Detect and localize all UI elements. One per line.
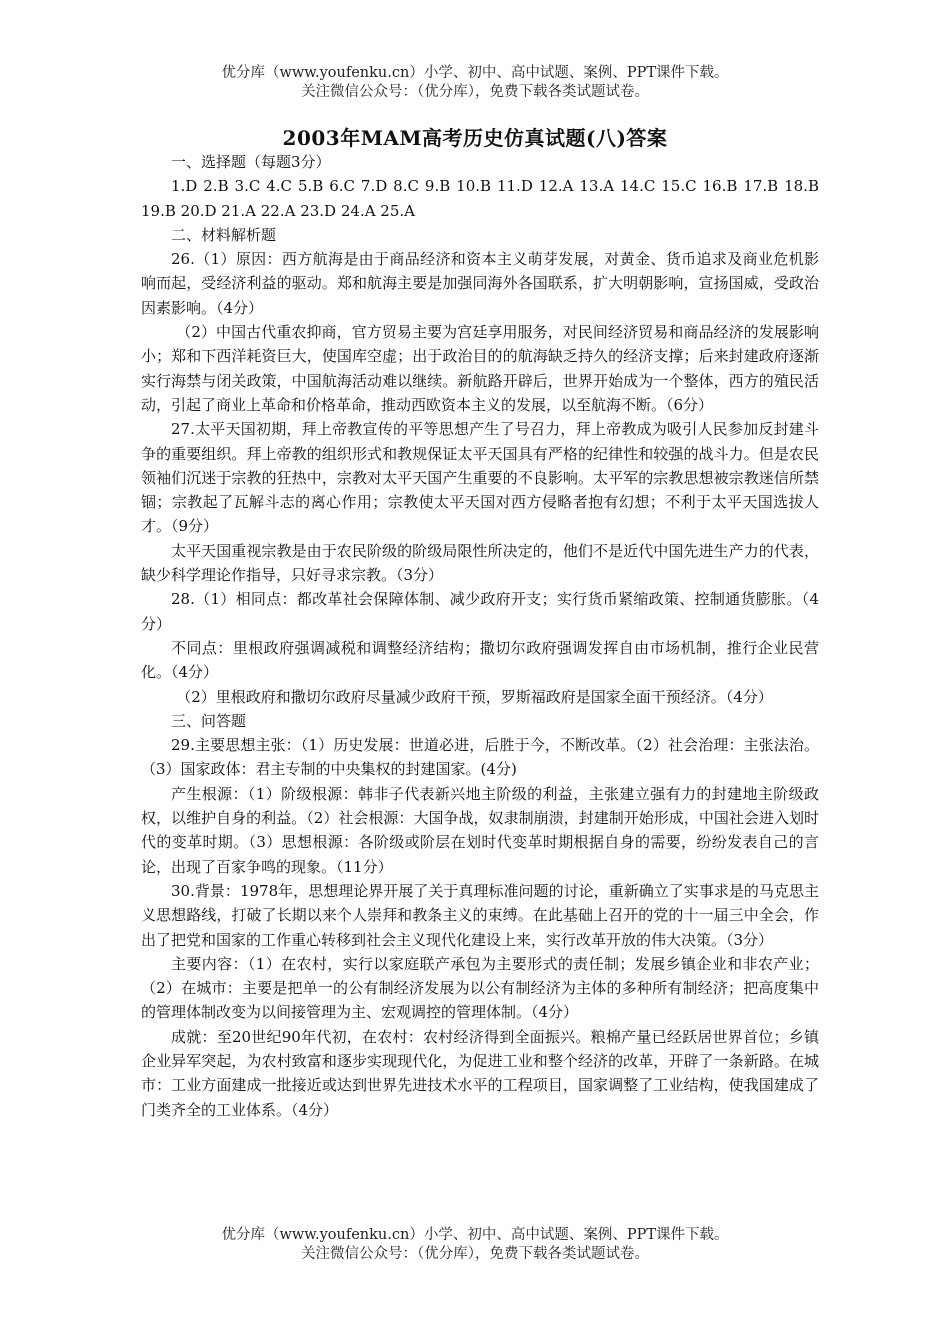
header-banner-line-2: 关注微信公众号：（优分库），免费下载各类试题试卷。 xyxy=(301,84,649,100)
answer-27-part-1: 27.太平天国初期，拜上帝教宣传的平等思想产生了号召力，拜上帝教成为吸引人民参加反封建斗争的重要组织。拜上帝教的组织形式和教规保证太平天国具有严格的纪律性和较强的战斗力。但是农民领袖们沉迷于宗教的狂热中，宗教对太平天国产生重要的不良影响。太平军的宗教思想被宗教迷信所禁锢；宗教起了瓦解斗志的离心作用；宗教使太平天国对西方侵略者抱有幻想；不利于太平天国选拔人才。（9分） xyxy=(141,420,819,536)
answer-29-ideas: 29.主要思想主张：（1）历史发展：世道必进，后胜于今，不断改革。（2）社会治理：主张法治。（3）国家政体：君主专制的中央集权的封建国家。(4分) xyxy=(141,736,819,779)
answer-30-content: 主要内容：（1）在农村，实行以家庭联产承包为主要形式的责任制；发展乡镇企业和非农产业；（2）在城市：主要是把单一的公有制经济发展为以公有制经济为主体的多种所有制经济；把高度集中的管理体制改变为以间接管理为主、宏观调控的管理体制。（4分） xyxy=(141,954,819,1022)
document-title: 2003年MAM高考历史仿真试题(八)答案 xyxy=(282,126,668,150)
footer-banner xyxy=(0,1226,950,1264)
choice-answers: 1.D 2.B 3.C 4.C 5.B 6.C 7.D 8.C 9.B 10.B 11.D 12.A 13.A 14.C 15.C 16.B 17.B 18.B 19.B 20.D 21.A 22.A 23.D 24.A 25.A xyxy=(141,177,819,220)
section-heading-material: 二、材料解析题 xyxy=(171,225,277,244)
answer-30-background: 30.背景：1978年，思想理论界开展了关于真理标准问题的讨论，重新确立了实事求是的马克思主义思想路线，打破了长期以来个人崇拜和教条主义的束缚。在此基础上召开的党的十一届三中全会，作出了把党和国家的工作重心转移到社会主义现代化建设上来，实行改革开放的伟大决策。（3分） xyxy=(141,881,819,949)
answer-30-achievements: 成就：至20世纪90年代初，在农村：农村经济得到全面振兴。粮棉产量已经跃居世界首位；乡镇企业异军突起，为农村致富和逐步实现现代化，为促进工业和整个经济的改革，开辟了一条新路。在城市：工业方面建成一批接近或达到世界先进技术水平的工程项目，国家调整了工业结构，使我国建成了门类齐全的工业体系。（4分） xyxy=(141,1027,819,1119)
answer-29-roots: 产生根源：（1）阶级根源：韩非子代表新兴地主阶级的利益，主张建立强有力的封建地主阶级政权，以维护自身的利益。（2）社会根源：大国争战，奴隶制崩溃，封建制开始形成，中国社会进入划时代的变革时期。（3）思想根源：各阶级或阶层在划时代变革时期根据自身的需要，纷纷发表自己的言论，出现了百家争鸣的现象。（11分） xyxy=(141,784,819,876)
answer-27-part-2: 太平天国重视宗教是由于农民阶级的阶级局限性所决定的，他们不是近代中国先进生产力的代表，缺少科学理论作指导，只好寻求宗教。（3分） xyxy=(141,541,819,585)
answer-28-part-2: （2）里根政府和撒切尔政府尽量减少政府干预，罗斯福政府是国家全面干预经济。（4分） xyxy=(176,687,773,706)
header-banner xyxy=(0,64,950,102)
section-heading-choice: 一、选择题（每题3分） xyxy=(171,153,331,171)
answer-28-similarities: 28.（1）相同点：都改革社会保障体制、减少政府开支；实行货币紧缩政策、控制通货膨胀。（4分） xyxy=(141,590,819,633)
answer-28-differences: 不同点：里根政府强调减税和调整经济结构；撒切尔政府强调发挥自由市场机制，推行企业民营化。（4分） xyxy=(141,638,819,682)
footer-banner-line-2: 关注微信公众号：（优分库），免费下载各类试题试卷。 xyxy=(301,1246,649,1262)
answer-26-part-2: （2）中国古代重农抑商，官方贸易主要为宫廷享用服务，对民间经济贸易和商品经济的发展影响小；郑和下西洋耗资巨大，使国库空虚；出于政治目的的航海缺乏持久的经济支撑；后来封建政府逐渐实行海禁与闭关政策，中国航海活动难以继续。新航路开辟后，世界开始成为一个整体，西方的殖民活动，引起了商业上革命和价格革命，推动西欧资本主义的发展，以至航海不断。（6分） xyxy=(141,323,819,414)
section-heading-questions: 三、问答题 xyxy=(171,711,247,730)
answer-26-part-1: 26.（1）原因：西方航海是由于商品经济和资本主义萌芽发展，对黄金、货币追求及商业危机影响而起，受经济利益的驱动。郑和航海主要是加强同海外各国联系，扩大明朝影响，宣扬国威，受政治因素影响。（4分） xyxy=(141,250,819,317)
footer-banner-line-1: 优分库（www.youfenku.cn）小学、初中、高中试题、案例、PPT课件下载。 xyxy=(221,1227,729,1243)
answer-content xyxy=(141,150,819,1122)
header-banner-line-1: 优分库（www.youfenku.cn）小学、初中、高中试题、案例、PPT课件下载。 xyxy=(221,65,729,81)
